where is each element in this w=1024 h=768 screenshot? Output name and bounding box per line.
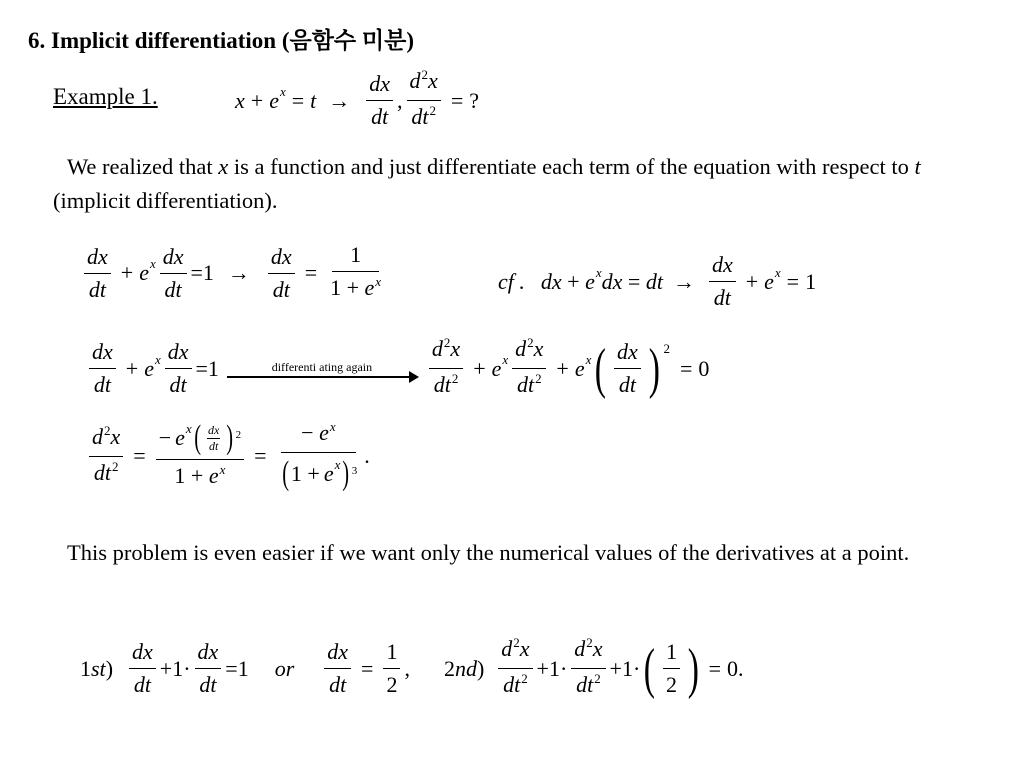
equation-numerical: 1 st ) $\frac{dx}{dt}$ +1· $\frac{dx}{dt}$ =1 or $\frac{dx}{dt}$ = $\frac{1}{2}$ , 2 nd ) $\frac{d^2x}{dt^2}$ +1· $\frac{d^2x}{dt^2}$ +1· ( $\frac{1}{2}$ ) = 0.: [80, 635, 744, 700]
example-equation: x + e $^x$ = t → $\frac{dx}{dt}$ , $\frac{d^2x}{dt^2}$ = ?: [235, 67, 479, 129]
numerical-values-paragraph: This problem is even easier if we want only the numerical values of the derivatives at a point.: [67, 540, 910, 565]
slide-title: 6. Implicit differentiation (음함수 미분): [28, 28, 414, 53]
example-label: Example 1.: [53, 84, 158, 109]
explanation-paragraph: We realized that x is a function and just differentiate each term of the equation with respect to t (implicit differentiation).: [53, 154, 921, 213]
equation-second-derivative: $\frac{dx}{dt}$ + e $^x$ $\frac{dx}{dt}$ =1 differenti ating again $\frac{d^2x}{dt^2}$ + e $^x$ $\frac{d^2x}{dt^2}$ + e $^x$ ( $\frac{dx}{dt}$ ) 2 = 0: [85, 336, 709, 401]
equation-first-derivative: $\frac{dx}{dt}$ + e $^x$ $\frac{dx}{dt}$ =1 → $\frac{dx}{dt}$ = $\frac{1}{1 + e^x}$: [80, 242, 388, 304]
cf-equation: cf . dx + e $^x$ dx = dt → $\frac{dx}{dt}$ + e $^x$ = 1: [498, 252, 817, 310]
differentiating-arrow: differenti ating again: [227, 360, 417, 378]
equation-second-derivative-result: $\frac{d^2x}{dt^2}$ = − e $^x$ ( $\frac{dx}{dt}$ ) 2 $1 + e^x$ = − $e^x$ ( 1 + e $^x$ ) 3 .: [85, 420, 370, 492]
